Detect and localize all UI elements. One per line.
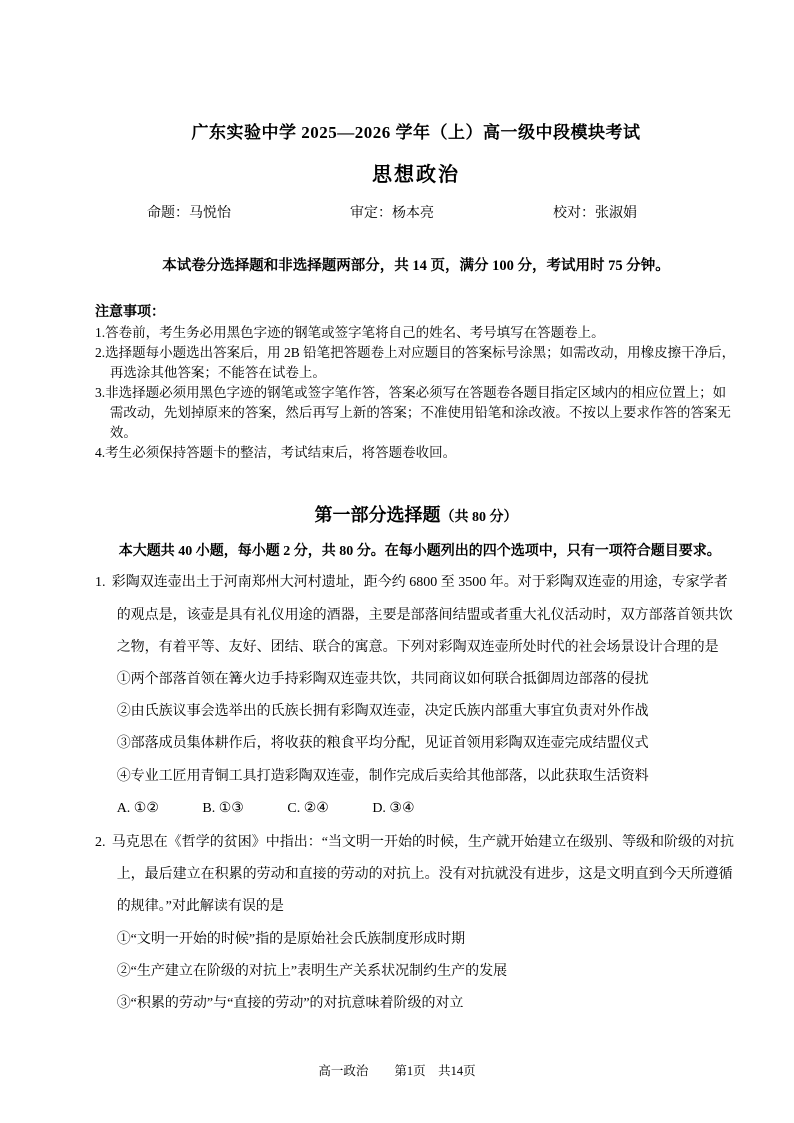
section-title	[95, 501, 737, 527]
page-footer	[0, 1061, 794, 1079]
question-2	[95, 827, 737, 1020]
question-1-choices	[117, 793, 737, 825]
question-1-option-2: ②由氏族议事会选举出的氏族长拥有彩陶双连壶，决定氏族内部重大事宜负责对外作战	[116, 704, 649, 720]
notice-item-2: 2.选择题每小题选出答案后，用 2B 铅笔把答题卷上对应题目的答案标号涂黑；如需改动，用橡皮擦干净后，再选涂其他答案；不能答在试卷上。	[95, 345, 736, 381]
question-1-option-3: ③部落成员集体耕作后，将收获的粮食平均分配，见证首领用彩陶双连壶完成结盟仪式	[116, 736, 649, 752]
byline	[95, 202, 737, 222]
reviewer-label: 审定：杨本亮	[350, 206, 434, 221]
subject-title: 思想政治	[372, 164, 460, 186]
proposer-label: 命题：马悦怡	[147, 206, 231, 221]
notice-item-3: 3.非选择题必须用黑色字迹的钢笔或签字笔作答，答案必须写在答题卷各题目指定区域内的相应位置上；如需改动，先划掉原来的答案，然后再写上新的答案；不准使用铅笔和涂改液。不按以上要求作答的答案无效。	[95, 385, 731, 441]
question-1-option-1: ①两个部落首领在篝火边手持彩陶双连壶共饮，共同商议如何联合抵御周边部落的侵扰	[116, 672, 649, 688]
question-1-option-4: ④专业工匠用青铜工具打造彩陶双连壶，制作完成后卖给其他部落，以此获取生活资料	[116, 768, 649, 784]
section-one	[95, 501, 737, 1020]
section-title-main: 第一部分选择题	[314, 505, 441, 526]
question-2-stem	[95, 827, 737, 924]
question-1-stem	[95, 567, 737, 664]
choice-d: D. ③④	[372, 800, 415, 816]
section-title-score: （共 80 分）	[440, 510, 518, 526]
choice-a: A. ①②	[116, 800, 159, 816]
question-2-option-1: ①“文明一开始的时候”指的是原始社会氏族制度形成时期	[116, 931, 466, 947]
exam-info: 本试卷分选择题和非选择题两部分，共 14 页，满分 100 分，考试用时 75 分钟。	[162, 258, 670, 274]
notice-item-4: 4.考生必须保持答题卡的整洁，考试结束后，将答题卷收回。	[95, 445, 457, 461]
choice-c: C. ②④	[287, 800, 329, 816]
question-2-option-3: ③“积累的劳动”与“直接的劳动”的对抗意味着阶级的对立	[116, 995, 464, 1011]
notice-title: 注意事项：	[95, 305, 165, 320]
question-1-number: 1.	[95, 575, 106, 591]
exam-header	[95, 118, 737, 275]
question-2-text: 马克思在《哲学的贫困》中指出：“当文明一开始的时候，生产就开始建立在级别、等级和阶级的对抗上，最后建立在积累的劳动和直接的劳动的对抗上。没有对抗就没有进步，这是文明直到今天所遵循的规律。”对此解读有误的是	[111, 834, 735, 915]
footer-course: 高一政治	[318, 1064, 369, 1078]
exam-title: 广东实验中学 2025—2026 学年（上）高一级中段模块考试	[191, 123, 641, 142]
footer-page-number: 第1页 共14页	[394, 1064, 476, 1078]
section-instruction: 本大题共 40 小题，每小题 2 分，共 80 分。在每小题列出的四个选项中，只有一项符合题目要求。	[118, 544, 721, 560]
question-2-number: 2.	[95, 834, 106, 850]
choice-b: B. ①③	[202, 800, 244, 816]
proofreader-label: 校对：张淑娟	[553, 206, 637, 221]
question-1	[95, 567, 737, 825]
question-1-text: 彩陶双连壶出土于河南郑州大河村遗址，距今约 6800 至 3500 年。对于彩陶双连壶的用途，专家学者的观点是，该壶是具有礼仪用途的酒器，主要是部落间结盟或者重大礼仪活动时，双方部落首领共饮之物，有着平等、友好、团结、联合的寓意。下列对彩陶双连壶所处时代的社会场景设计合理的是	[111, 575, 733, 655]
notice-item-1: 1.答卷前，考生务必用黑色字迹的钢笔或签字笔将自己的姓名、考号填写在答题卷上。	[95, 325, 605, 341]
question-2-option-2: ②“生产建立在阶级的对抗上”表明生产关系状况制约生产的发展	[116, 963, 508, 979]
notice-section	[95, 303, 737, 463]
